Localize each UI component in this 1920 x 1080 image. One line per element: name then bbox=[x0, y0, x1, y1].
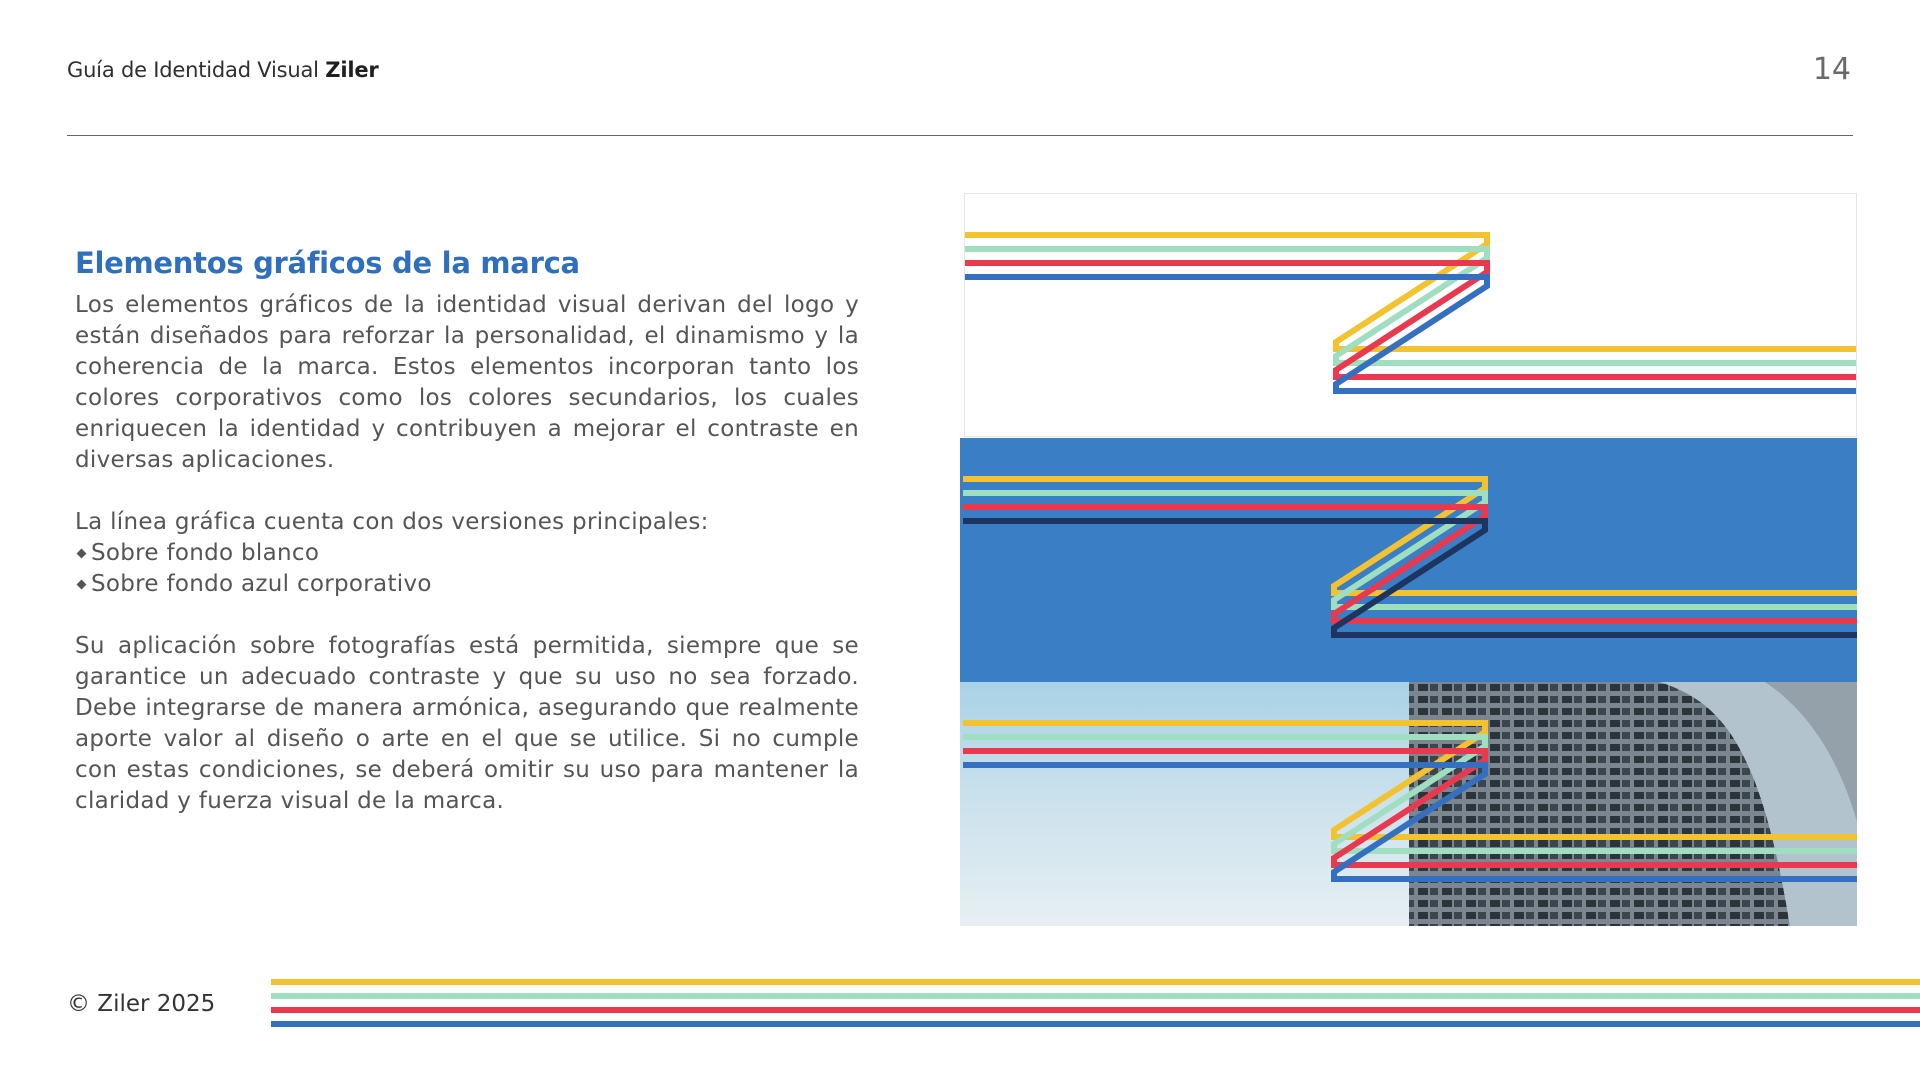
section-title: Elementos gráficos de la marca bbox=[75, 246, 580, 280]
brand-stripes-graphic bbox=[960, 438, 1857, 682]
footer-copyright: © Ziler 2025 bbox=[67, 991, 216, 1017]
brand-stripes-graphic bbox=[965, 194, 1857, 437]
photo-usage-paragraph: Su aplicación sobre fotografías está permitida, siempre que se garantice un adecuado contraste y que su uso no sea forzado. Debe integrarse de manera armónica, asegurando que realmente aporte valor al diseño o arte en el que se utilice. Si no cumple con estas condiciones, se deberá omitir su uso para mantener la claridad y fuerza visual de la marca. bbox=[75, 633, 859, 814]
list-item: Sobre fondo azul corporativo bbox=[75, 569, 859, 600]
graphic-line-blue-version bbox=[960, 438, 1857, 682]
bullet-icon bbox=[77, 580, 87, 590]
building-photo bbox=[960, 682, 1857, 926]
document-header bbox=[67, 58, 379, 82]
footer-stripes-decoration bbox=[271, 975, 1920, 1029]
versions-intro: La línea gráfica cuenta con dos versiones principales: bbox=[75, 509, 709, 535]
bullet-icon bbox=[77, 549, 87, 559]
header-brand: Ziler bbox=[325, 58, 379, 82]
page-number: 14 bbox=[1812, 52, 1851, 87]
graphic-line-photo-version bbox=[960, 682, 1857, 926]
intro-paragraph: Los elementos gráficos de la identidad visual derivan del logo y están diseñados para reforzar la personalidad, el dinamismo y la coherencia de la marca. Estos elementos incorporan tanto los colores corporativos como los colores secundarios, los cuales enriquecen la identidad y contribuyen a mejorar el contraste en diversas aplicaciones. bbox=[75, 292, 859, 473]
main-content bbox=[75, 246, 859, 817]
graphic-line-white-version bbox=[964, 193, 1857, 437]
list-item: Sobre fondo blanco bbox=[75, 538, 859, 569]
header-divider bbox=[67, 135, 1853, 136]
header-title: Guía de Identidad Visual bbox=[67, 58, 319, 82]
versions-list bbox=[75, 538, 859, 600]
